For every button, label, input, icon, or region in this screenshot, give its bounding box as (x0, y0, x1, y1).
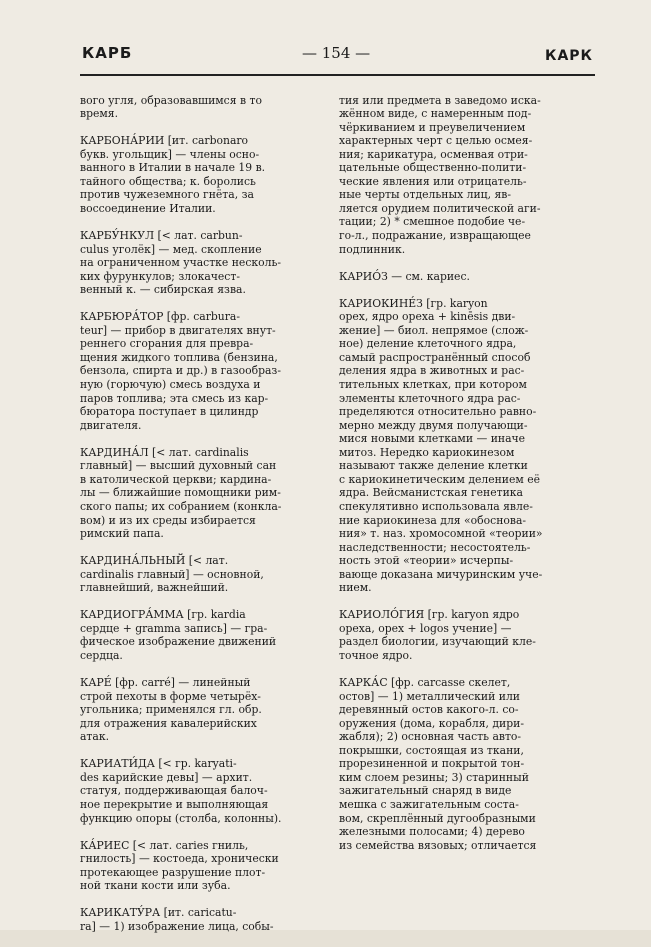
right-entry: КАРИОЛО́ГИЯ [гр. karyon ядро ореха, орех + logos учение] — раздел биологии, изучающий кле- точное ядро. (339, 608, 536, 662)
left-entry: КАРДИНА́ЛЬНЫЙ [< лат. cardinalis главный] — основной, главнейший, важнейший. (80, 554, 264, 595)
left-entry: КАРЕ́ [фр. carré] — линейный строй пехоты в форме четырёх- угольника; применялся гл. обр. для отражения кавалерийских атак. (80, 676, 262, 744)
header-left-word: КАРБ (82, 44, 133, 62)
left-entry: КАРДИНА́Л [< лат. cardinalis главный] — высший духовный сан в католической церкви; кардина- лы — ближайшие помощники рим- ского папы; их собранием (конкла- вом) и из их среды избирается римский папа. (80, 445, 282, 541)
left-entry: вого угля, образовавшимся в то время. (80, 93, 262, 121)
right-column (339, 80, 594, 866)
page-number: — 154 — (302, 44, 371, 62)
page-header (82, 44, 593, 74)
left-entry: КАРБЮРА́ТОР [фр. carbura- teur] — прибор в двигателях внут- реннего сгорания для превра- щения жидкого топлива (бензина, бензола, спирта и др.) в газообраз- ную (горючую) смесь воздуха и паров топлива; эта смесь из кар- бюратора поступает в цилиндр двигателя. (80, 310, 281, 432)
right-entry: КАРКА́С [фр. carcasse скелет, остов] — 1) металлический или деревянный остов какого-л. со- оружения (дома, корабля, дири- жабля); 2) основная часть авто- покрышки, состоящая из ткани, прорезиненной и покрытой тон- ким слоем резины; 3) старинный зажигательный снаряд в виде мешка с зажигательным соста- вом, скреплённый дугообразными железными полосами; 4) дерево из семейства вязовых; отличается (339, 676, 537, 852)
right-entry: КАРИО́З — см. кариес. (339, 269, 470, 283)
left-entry: КАРИАТИ́ДА [< гр. karyati- des карийские девы] — архит. статуя, поддерживающая балоч- ное перекрытие и выполняющая функцию опоры (столба, колонны). (80, 757, 282, 825)
right-entry: тия или предмета в заведомо иска- жённом виде, с намеренным под- чёркиванием и преувеличением характерных черт с целью осмея- ния; карикатура, осменвая отри- цательные общественно-полити- ческие явления или отрицатель- ные черты отдельных лиц, яв- ляется орудием политической аги- тации; 2) * смешное подобие че- го-л., подражание, извращающее подлинник. (339, 93, 541, 256)
left-entry: КАРБОНА́РИИ [ит. carbonaro букв. угольщик] — члены осно- ванного в Италии в начале 19 в. тайного общества; к. боролись против чужеземного гнёта, за воссоединение Италии. (80, 134, 266, 215)
right-entry: КАРИОКИНЕ́З [гр. karyon орех, ядро ореха + kinēsis дви- жение] — биол. непрямое (слож- ное) деление клеточного ядра, самый распространённый способ деления ядра в животных и рас- тительных клетках, при котором элементы клеточного ядра рас- пределяются относительно равно- мерно между двумя получающи- мися новыми клетками — иначе митоз. Нередко кариокинезом называют также деление клетки с кариокинетическим делением её ядра. Вейсманистская генетика спекулятивно использовала явле- ние кариокинеза для «обоснова- ния» т. наз. хромосомной «теории» наследственности; несостоятель- ность этой «теории» исчерпы- вающе доказана мичуринским уче- нием. (339, 296, 543, 595)
left-entry: КАРДИОГРА́ММА [гр. kardia сердце + gramma запись] — гра- фическое изображение движений сердца. (80, 608, 277, 662)
left-entry: КАРИКАТУ́РА [ит. caricatu- ra] — 1) изображение лица, собы- (80, 906, 274, 933)
left-column (80, 80, 322, 947)
header-rule (80, 74, 595, 76)
left-entry: КАРБУ́НКУЛ [< лат. carbun- culus уголёк] — мед. скопление на ограниченном участке несколь- ких фурункулов; злокачест- венный к. — сибирская язва. (80, 229, 281, 297)
left-entry: КА́РИЕС [< лат. caries гниль, гнилость] — костоеда, хронически протекающее разрушение плот- ной ткани кости или зуба. (80, 838, 279, 893)
header-right-word: КАРК (545, 48, 593, 64)
